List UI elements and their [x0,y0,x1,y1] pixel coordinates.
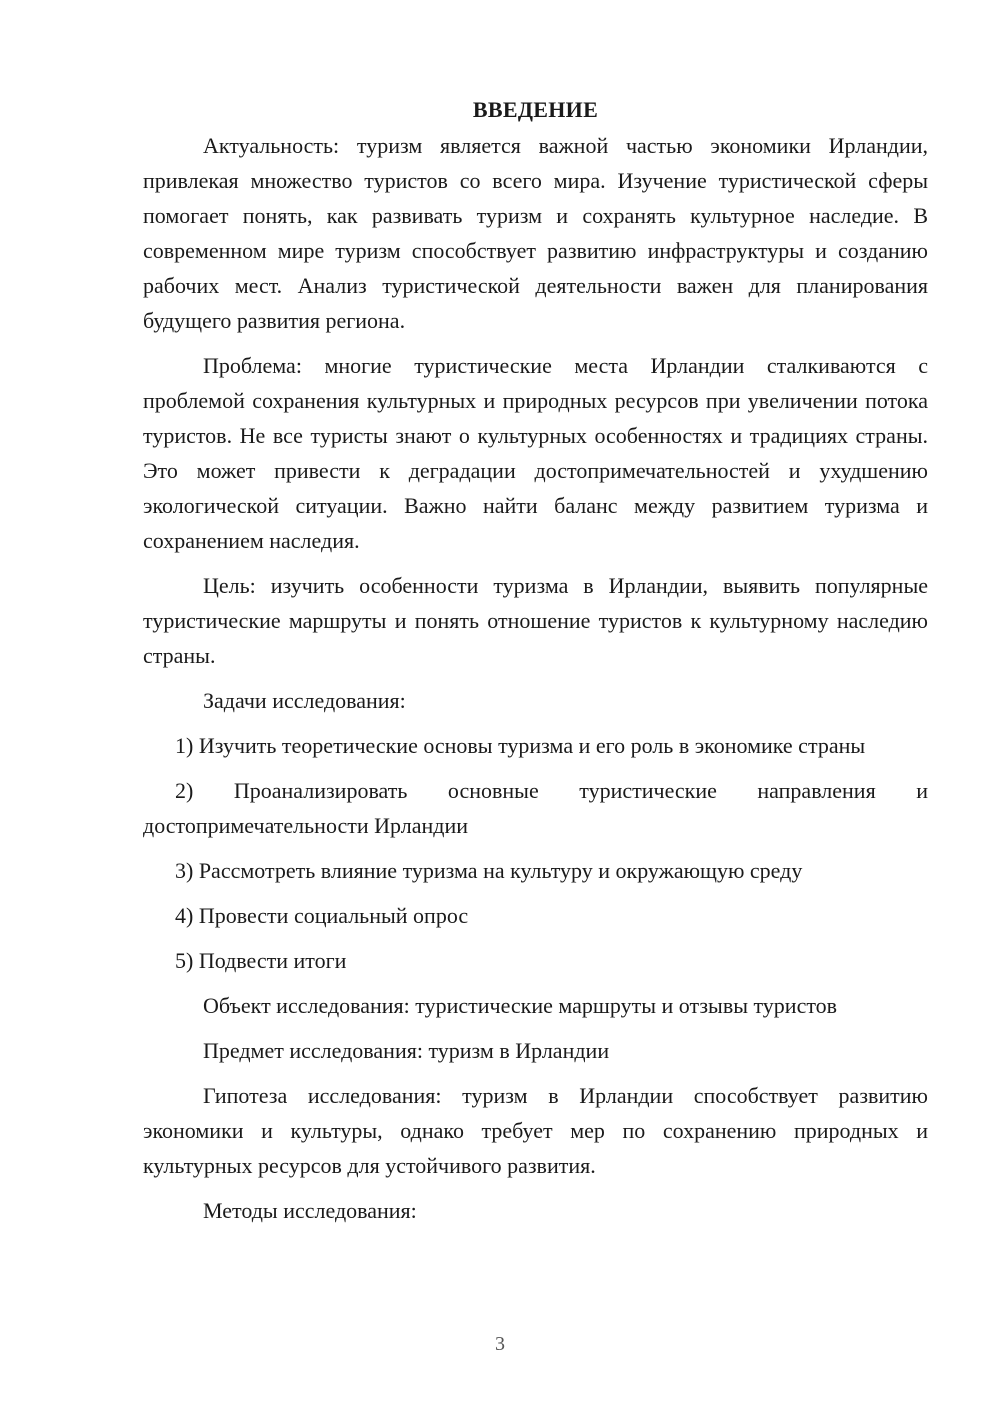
relevance-paragraph: Актуальность: туризм является важной частью экономики Ирландии, привлекая множество туристов со всего мира. Изучение туристической сферы помогает понять, как развивать туризм и сохранять культурное наследие. В современном мире туризм способствует развитию инфраструктуры и созданию рабочих мест. Анализ туристической деятельности важен для планирования будущего развития региона. [143,133,928,333]
research-subject: Предмет исследования: туризм в Ирландии [203,1038,610,1063]
page-number: 3 [495,1333,505,1355]
problem-paragraph: Проблема: многие туристические места Ирландии сталкиваются с проблемой сохранения культурных и природных ресурсов при увеличении потока туристов. Не все туристы знают о культурных особенностях и традициях страны. Это может привести к деградации достопримечательностей и ухудшению экологической ситуации. Важно найти баланс между развитием туризма и сохранением наследия. [143,353,928,553]
task-item-3: 3) Рассмотреть влияние туризма на культуру и окружающую среду [175,858,803,883]
task-item-2: 2) Проанализировать основные туристические направления и достопримечательности Ирландии [143,778,928,838]
task-item-4: 4) Провести социальный опрос [175,903,469,928]
research-object: Объект исследования: туристические маршруты и отзывы туристов [203,993,838,1018]
document-page [143,92,928,1228]
tasks-heading: Задачи исследования: [203,688,406,713]
task-item-5: 5) Подвести итоги [175,948,347,973]
goal-paragraph: Цель: изучить особенности туризма в Ирландии, выявить популярные туристические маршруты и понять отношение туристов к культурному наследию страны. [143,573,928,668]
research-hypothesis: Гипотеза исследования: туризм в Ирландии способствует развитию экономики и культуры, однако требует мер по сохранению природных и культурных ресурсов для устойчивого развития. [143,1083,928,1178]
research-methods: Методы исследования: [203,1198,417,1223]
task-item-1: 1) Изучить теоретические основы туризма и его роль в экономике страны [175,733,866,758]
section-heading: ВВЕДЕНИЕ [472,97,599,122]
